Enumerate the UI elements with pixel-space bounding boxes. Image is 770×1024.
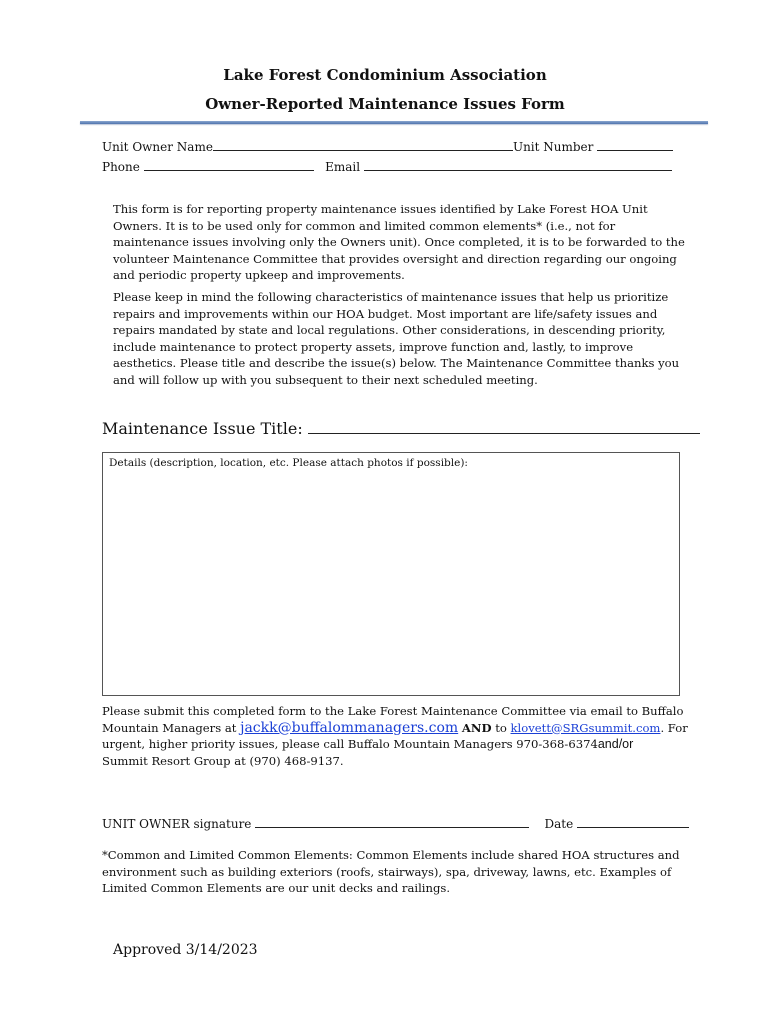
unit-number-field[interactable]: [597, 140, 673, 151]
unit-number-label: Unit Number: [512, 140, 594, 154]
date-field[interactable]: [577, 817, 689, 828]
submit-line-2-text: Mountain Managers at: [102, 720, 241, 735]
submit-line-2-end: . For: [660, 720, 688, 735]
submit-line-1: Please submit this completed form to the Lake Forest Maintenance Committee via email to Buffalo: [102, 704, 684, 718]
owner-name-label: Unit Owner Name: [102, 140, 213, 154]
signature-label: UNIT OWNER signature: [102, 817, 252, 831]
to-text: to: [491, 720, 511, 735]
submit-line-3-text: urgent, higher priority issues, please call Buffalo Mountain Managers 970-368-6374: [102, 737, 598, 752]
contact-row: [102, 160, 672, 174]
phone-label: Phone: [102, 160, 140, 174]
submit-line-3: [102, 736, 702, 753]
intro-paragraph-2: Please keep in mind the following characteristics of maintenance issues that help us prioritize repairs and improvements within our HOA budget. Most important are life/safety issues and repairs mandated by state and local regulations. Other considerations, in descending priority, include maintenance to protect property assets, improve function and, lastly, to improve aesthetics. Please title and describe the issue(s) below. The Maintenance Committee thanks you and will follow up with you subsequent to their next scheduled meeting.: [113, 290, 680, 387]
approved-date: Approved 3/14/2023: [113, 942, 258, 958]
signature-row: [102, 817, 689, 831]
and-emphasis: AND: [461, 720, 492, 735]
submit-line-4: Summit Resort Group at (970) 468-9137.: [102, 753, 344, 768]
email-link-buffalo[interactable]: jackk@buffalommanagers.com: [240, 719, 459, 736]
email-label: Email: [325, 160, 361, 174]
date-label: Date: [544, 817, 574, 831]
phone-field[interactable]: [144, 160, 314, 171]
owner-name-row: [102, 140, 673, 154]
email-link-srg[interactable]: klovett@SRGsummit.com: [510, 720, 661, 735]
header-divider: [80, 121, 708, 124]
intro-paragraph-1: This form is for reporting property maintenance issues identified by Lake Forest HOA Unit Owners. It is to be used only for common and limited common elements* (i.e., not for maintenance issues involving only the Owners unit). Once completed, it is to be forwarded to the volunteer Maintenance Committee that provides oversight and direction regarding our ongoing and periodic property upkeep and improvements.: [113, 202, 685, 283]
issue-title-field[interactable]: [308, 420, 700, 434]
issue-title-row: [102, 419, 700, 438]
details-label: Details (description, location, etc. Please attach photos if possible):: [109, 457, 468, 469]
submit-line-2: [102, 720, 702, 737]
submit-instructions: [102, 703, 702, 769]
footnote: *Common and Limited Common Elements: Common Elements include shared HOA structures and environment such as building exteriors (roofs, stairways), spa, driveway, lawns, etc. Examples of Limited Common Elements are our unit decks and railings.: [102, 848, 680, 896]
owner-name-field[interactable]: [213, 140, 513, 151]
details-textarea[interactable]: [102, 452, 680, 696]
issue-title-label: Maintenance Issue Title:: [102, 419, 303, 438]
association-name: Lake Forest Condominium Association: [223, 66, 547, 84]
signature-field[interactable]: [255, 817, 529, 828]
and-or-text: and/or: [597, 737, 634, 752]
email-field[interactable]: [364, 160, 672, 171]
form-title: Owner-Reported Maintenance Issues Form: [205, 95, 565, 113]
